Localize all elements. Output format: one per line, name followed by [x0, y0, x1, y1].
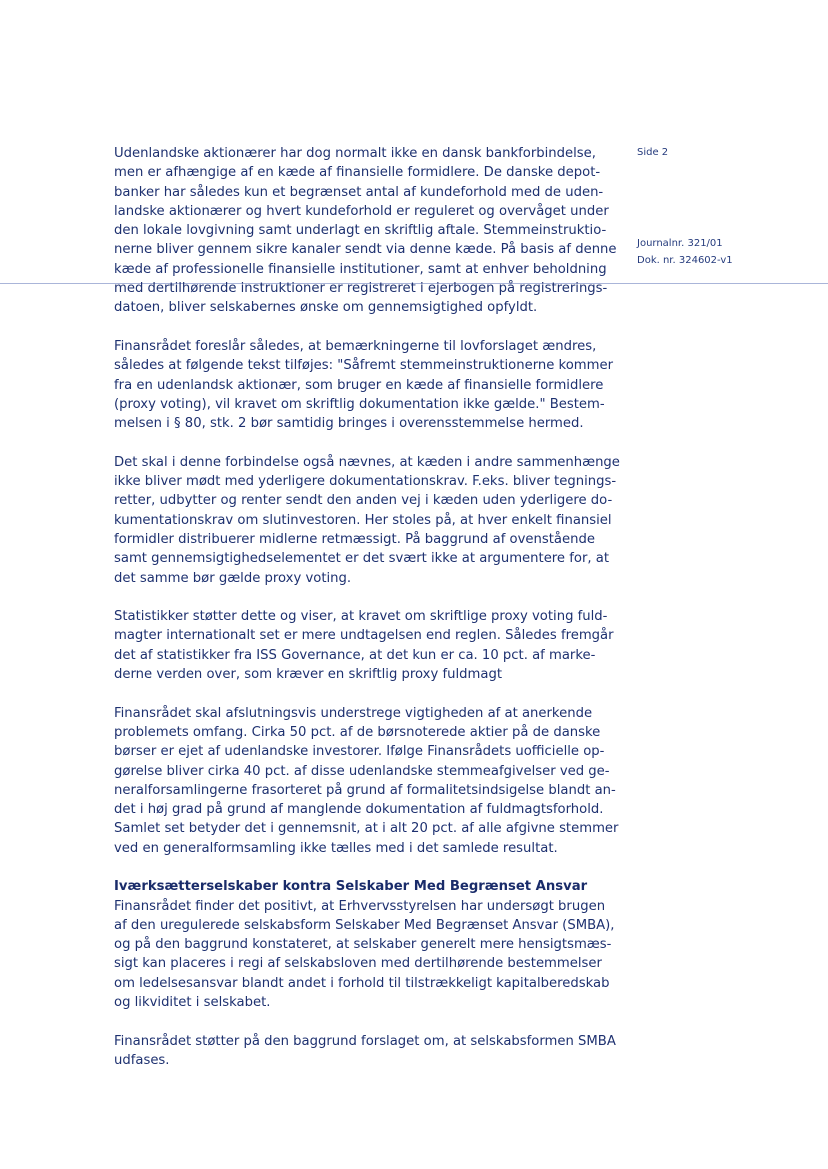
document-number: Dok. nr. 324602-v1	[637, 255, 733, 266]
text-line: neralforsamlingerne frasorteret på grund af formalitetsindsigelse blandt an-	[114, 782, 616, 798]
text-line: Samlet set betyder det i gennemsnit, at i alt 20 pct. af alle afgivne stemmer	[114, 821, 619, 837]
text-line: ved en generalformsamling ikke tælles med i det samlede resultat.	[114, 840, 558, 856]
letter-body	[114, 144, 620, 1090]
text-line: børser er ejet af udenlandske investorer. Ifølge Finansrådets uofficielle op-	[114, 744, 605, 760]
page-number: Side 2	[637, 147, 669, 158]
text-line: den lokale lovgivning samt underlagt en skriftlig aftale. Stemmeinstruktio-	[114, 223, 607, 239]
text-line: landske aktionærer og hvert kundeforhold er reguleret og overvåget under	[114, 203, 609, 219]
text-line: og på den baggrund konstateret, at selskaber generelt mere hensigtsmæs-	[114, 937, 612, 953]
text-line: Finansrådet støtter på den baggrund forslaget om, at selskabsformen SMBA	[114, 1033, 616, 1049]
text-line: det samme bør gælde proxy voting.	[114, 570, 352, 586]
text-line: formidler distribuerer midlerne retmæssigt. På baggrund af ovenstående	[114, 531, 595, 547]
text-line: af den uregulerede selskabsform Selskaber Med Begrænset Ansvar (SMBA),	[114, 917, 615, 933]
text-line: datoen, bliver selskabernes ønske om gennemsigtighed opfyldt.	[114, 300, 538, 316]
text-line: således at følgende tekst tilføjes: "Såfremt stemmeinstruktionerne kommer	[114, 358, 614, 374]
text-line: om ledelsesansvar blandt andet i forhold til tilstrækkeligt kapitalberedskab	[114, 975, 610, 991]
text-line: det af statistikker fra ISS Governance, at det kun er ca. 10 pct. af marke-	[114, 647, 596, 663]
text-line: det i høj grad på grund af manglende dokumentation af fuldmagtsforhold.	[114, 802, 604, 818]
paragraph-chain-context	[114, 453, 620, 588]
paragraph-smba-support	[114, 1032, 614, 1071]
section-heading: Iværksætterselskaber kontra Selskaber Med Begrænset Ansvar	[114, 879, 588, 895]
text-line: nerne bliver gennem sikre kanaler sendt via denne kæde. På basis af denne	[114, 242, 617, 258]
text-line: sigt kan placeres i regi af selskabsloven med dertilhørende bestemmelser	[114, 956, 602, 972]
text-line: retter, udbytter og renter sendt den anden vej i kæden uden yderligere do-	[114, 493, 613, 509]
text-line: kæde af professionelle finansielle institutioner, samt at enhver beholdning	[114, 261, 607, 277]
text-line: gørelse bliver cirka 40 pct. af disse udenlandske stemmeafgivelser ved ge-	[114, 763, 610, 779]
text-line: fra en udenlandsk aktionær, som bruger en kæde af finansielle formidlere	[114, 377, 604, 393]
journal-number: Journalnr. 321/01	[637, 238, 723, 249]
text-line: Udenlandske aktionærer har dog normalt ikke en dansk bankforbindelse,	[114, 146, 596, 161]
document-reference-sidebar	[637, 144, 807, 269]
text-line: Finansrådet foreslår således, at bemærkningerne til lovforslaget ændres,	[114, 338, 597, 354]
text-line: (proxy voting), vil kravet om skriftlig dokumentation ikke gælde." Bestem-	[114, 396, 605, 412]
text-line: magter internationalt set er mere undtagelsen end reglen. Således fremgår	[114, 628, 614, 644]
text-line: men er afhængige af en kæde af finansielle formidlere. De danske depot-	[114, 165, 601, 181]
text-line: Finansrådet skal afslutningsvis understrege vigtigheden af at anerkende	[114, 705, 593, 721]
paragraph-smba-section	[114, 877, 614, 1012]
text-line: udfases.	[114, 1052, 170, 1068]
paragraph-conclusion	[114, 704, 619, 858]
text-line: banker har således kun et begrænset antal af kundeforhold med de uden-	[114, 184, 604, 200]
text-line: problemets omfang. Cirka 50 pct. af de børsnoterede aktier på de danske	[114, 724, 601, 740]
text-line: Det skal i denne forbindelse også nævnes, at kæden i andre sammenhænge	[114, 454, 620, 470]
text-line: og likviditet i selskabet.	[114, 995, 271, 1011]
paragraph-proposal	[114, 337, 614, 433]
text-line: Statistikker støtter dette og viser, at kravet om skriftlige proxy voting fuld-	[114, 609, 608, 625]
text-line: Finansrådet finder det positivt, at Erhvervsstyrelsen har undersøgt brugen	[114, 898, 606, 914]
text-line: derne verden over, som kræver en skriftlig proxy fuldmagt	[114, 667, 502, 683]
text-line: ikke bliver mødt med yderligere dokumentationskrav. F.eks. bliver tegnings-	[114, 474, 617, 490]
text-line: melsen i § 80, stk. 2 bør samtidig bringes i overensstemmelse hermed.	[114, 416, 584, 432]
text-line: samt gennemsigtighedselementet er det svært ikke at argumentere for, at	[114, 551, 610, 567]
paragraph-foreign-shareholders	[114, 144, 617, 318]
text-line: med dertilhørende instruktioner er registreret i ejerbogen på registrerings-	[114, 281, 608, 297]
text-line: kumentationskrav om slutinvestoren. Her stoles på, at hver enkelt finansiel	[114, 512, 612, 528]
paragraph-statistics	[114, 607, 614, 684]
